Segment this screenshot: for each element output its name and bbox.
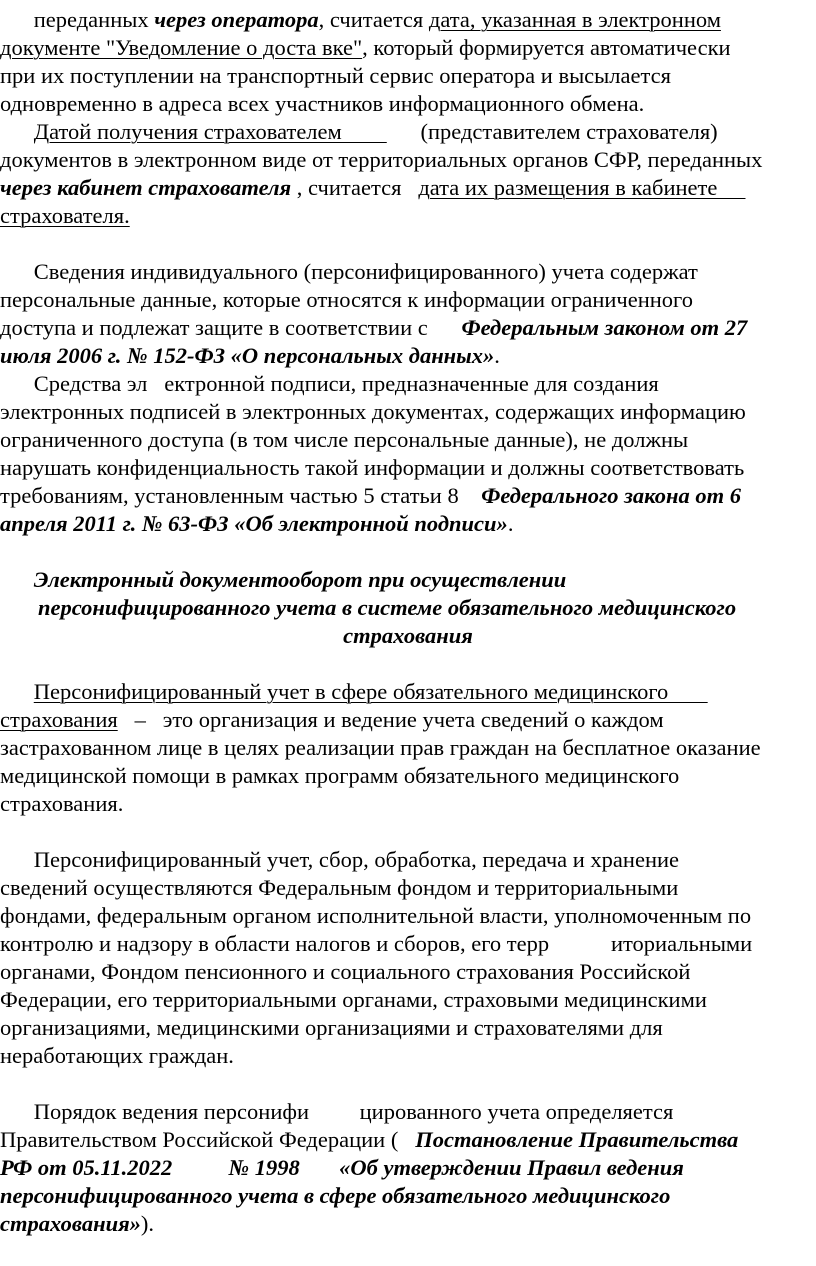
emphasis-operator: через оператора bbox=[154, 7, 319, 32]
resolution-reference: Постановление Правительства bbox=[415, 1127, 739, 1152]
paragraph-1-line-3: при их поступлении на транспортный сервис оператора и высылается bbox=[0, 63, 671, 88]
paragraph-6-line-5: органами, Фондом пенсионного и социального страхования Российской bbox=[0, 959, 691, 984]
paragraph-3-line-4: июля 2006 г. № 152-ФЗ «О персональных данных». bbox=[0, 343, 500, 368]
paragraph-5-line-2: страхования – это организация и ведение учета сведений о каждом bbox=[0, 707, 664, 732]
paragraph-3-line-3: доступа и подлежат защите в соответствии с Федеральным законом от 27 bbox=[0, 315, 748, 340]
underlined-receipt-term: Датой получения страхователем bbox=[33, 119, 387, 144]
paragraph-7-line-5: страхования»). bbox=[0, 1211, 155, 1236]
paragraph-5-line-5: страхования. bbox=[0, 791, 124, 816]
paragraph-1-line-4: одновременно в адреса всех участников информационного обмена. bbox=[0, 91, 645, 116]
section-heading-line-2: персонифицированного учета в системе обязательного медицинского bbox=[38, 595, 737, 620]
paragraph-4-line-4: нарушать конфиденциальность такой информации и должны соответствовать bbox=[0, 455, 745, 480]
paragraph-2-line-4: страхователя. bbox=[0, 203, 130, 228]
law-reference-63: Федерального закона от 6 bbox=[481, 483, 741, 508]
section-heading-line-3: страхования bbox=[343, 623, 473, 648]
paragraph-4-line-2: электронных подписей в электронных документах, содержащих информацию bbox=[0, 399, 746, 424]
paragraph-6-line-6: Федерации, его территориальными органами, страховыми медицинскими bbox=[0, 987, 707, 1012]
paragraph-5-line-3: застрахованном лице в целях реализации прав граждан на бесплатное оказание bbox=[0, 735, 761, 760]
underlined-date-term: дата, указанная в электронном bbox=[428, 7, 721, 32]
paragraph-4-line-1: Средства эл ектронной подписи, предназначенные для создания bbox=[0, 371, 659, 396]
paragraph-2-line-3: через кабинет страхователя , считается дата их размещения в кабинете bbox=[0, 175, 746, 200]
paragraph-3-line-1: Сведения индивидуального (персонифицированного) учета содержат bbox=[0, 259, 698, 284]
paragraph-6-line-7: организациями, медицинскими организациями и страхователями для bbox=[0, 1015, 663, 1040]
paragraph-7-line-2: Правительством Российской Федерации ( Постановление Правительства bbox=[0, 1127, 739, 1152]
paragraph-3-line-2: персональные данные, которые относятся к информации ограниченного bbox=[0, 287, 693, 312]
section-heading-line-1: Электронный документооборот при осуществлении bbox=[0, 567, 567, 592]
paragraph-7-line-3: РФ от 05.11.2022 № 1998 «Об утверждении Правил ведения bbox=[0, 1155, 684, 1180]
paragraph-6-line-3: фондами, федеральным органом исполнительной власти, уполномоченным по bbox=[0, 903, 752, 928]
paragraph-2-line-2: документов в электронном виде от территориальных органов СФР, переданных bbox=[0, 147, 763, 172]
paragraph-6-line-1: Персонифицированный учет, сбор, обработка, передача и хранение bbox=[0, 847, 680, 872]
law-reference-152: Федеральным законом от 27 bbox=[461, 315, 748, 340]
paragraph-4-line-3: ограниченного доступа (в том числе персональные данные), не должны bbox=[0, 427, 689, 452]
paragraph-7-line-4: персонифицированного учета в сфере обязательного медицинского bbox=[0, 1183, 671, 1208]
paragraph-4-line-6: апреля 2011 г. № 63-ФЗ «Об электронной подписи». bbox=[0, 511, 514, 536]
paragraph-4-line-5: требованиям, установленным частью 5 статьи 8 Федерального закона от 6 bbox=[0, 483, 741, 508]
paragraph-7-line-1: Порядок ведения персонифи цированного учета определяется bbox=[0, 1099, 674, 1124]
paragraph-6-line-2: сведений осуществляются Федеральным фондом и территориальными bbox=[0, 875, 679, 900]
paragraph-5-line-4: медицинской помощи в рамках программ обязательного медицинского bbox=[0, 763, 680, 788]
paragraph-5-line-1 bbox=[0, 678, 816, 706]
paragraph-2-line-1: Датой получения страхователем (представителем страхователя) bbox=[33, 119, 718, 144]
paragraph-6-line-8: неработающих граждан. bbox=[0, 1043, 234, 1068]
paragraph-1-line-2: документе "Уведомление о доста вке", который формируется автоматически bbox=[0, 35, 731, 60]
paragraph-6-line-4: контролю и надзору в области налогов и сборов, его терр иториальными bbox=[0, 931, 753, 956]
paragraph-1-line-1: переданных через оператора, считается дата, указанная в электронном bbox=[0, 7, 721, 32]
underlined-definition-term: Персонифицированный учет в сфере обязательного медицинского bbox=[33, 679, 708, 704]
